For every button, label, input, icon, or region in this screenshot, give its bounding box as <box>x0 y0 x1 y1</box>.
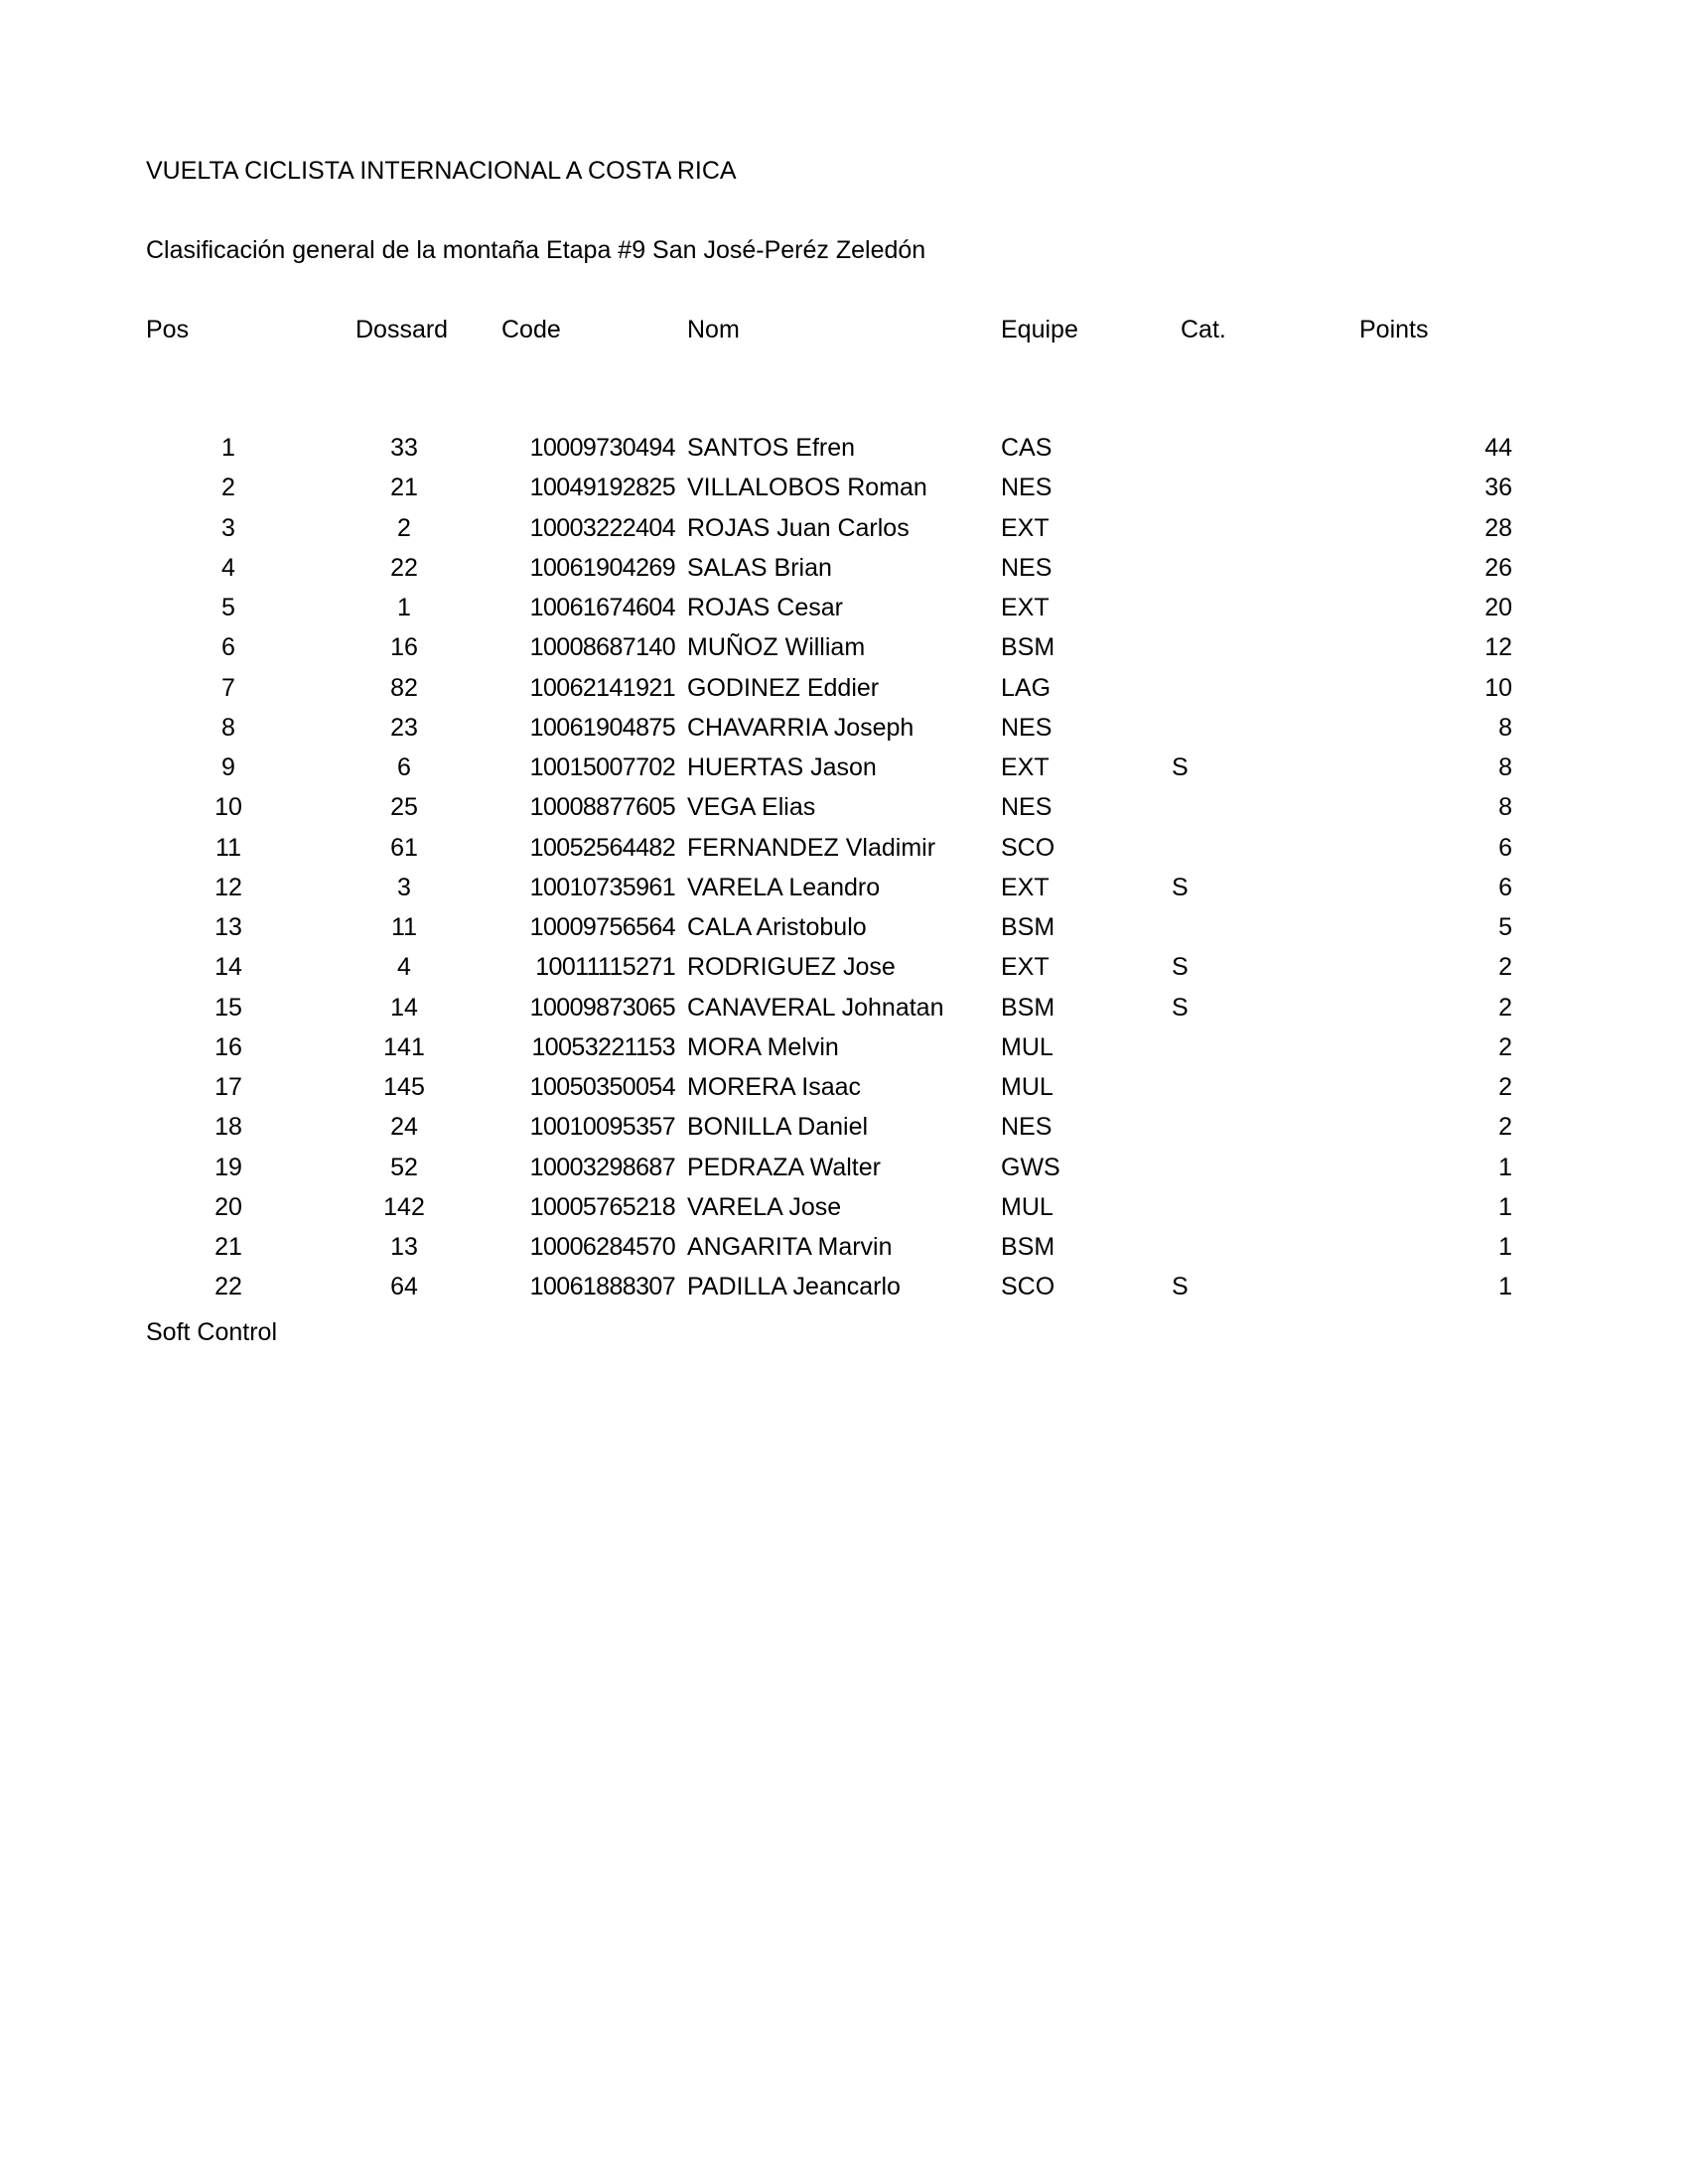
table-row <box>0 713 1688 752</box>
cell-nom: ANGARITA Marvin <box>687 1233 893 1261</box>
table-row <box>0 553 1688 593</box>
cell-points: 26 <box>1484 553 1512 582</box>
cell-equipe: SCO <box>1001 833 1055 862</box>
cell-points: 2 <box>1498 1073 1512 1101</box>
table-row <box>0 792 1688 832</box>
cell-nom: CALA Aristobulo <box>687 913 867 941</box>
cell-equipe: BSM <box>1001 633 1055 662</box>
cell-points: 1 <box>1498 1273 1512 1301</box>
cell-code: 10009873065 <box>529 993 675 1022</box>
cell-dossard: 82 <box>390 673 418 702</box>
cell-nom: VEGA Elias <box>687 793 816 822</box>
cell-code: 10061904875 <box>529 713 675 742</box>
table-row <box>0 1032 1688 1072</box>
cell-code: 10061904269 <box>529 553 675 582</box>
cell-pos: 6 <box>221 633 235 662</box>
header-cat: Cat. <box>1181 316 1226 343</box>
table-row <box>0 993 1688 1032</box>
cell-points: 8 <box>1498 753 1512 781</box>
cell-nom: CHAVARRIA Joseph <box>687 713 914 742</box>
cell-equipe: NES <box>1001 713 1053 742</box>
cell-points: 28 <box>1484 513 1512 542</box>
cell-dossard: 33 <box>390 434 418 462</box>
cell-dossard: 141 <box>383 1032 425 1061</box>
cell-dossard: 25 <box>390 793 418 822</box>
cell-code: 10053221153 <box>531 1032 675 1061</box>
cell-points: 20 <box>1484 594 1512 621</box>
header-nom: Nom <box>687 316 740 343</box>
header-dossard: Dossard <box>355 316 449 343</box>
cell-equipe: EXT <box>1001 513 1050 542</box>
header-equipe: Equipe <box>1001 316 1078 343</box>
cell-equipe: MUL <box>1001 1032 1054 1061</box>
cell-cat: S <box>1172 873 1189 901</box>
cell-code: 10052564482 <box>529 833 675 862</box>
cell-points: 1 <box>1498 1233 1512 1261</box>
table-row <box>0 433 1688 473</box>
cell-cat: S <box>1172 1273 1189 1301</box>
cell-code: 10011115271 <box>535 953 675 982</box>
cell-points: 2 <box>1498 993 1512 1022</box>
cell-pos: 11 <box>215 833 241 862</box>
cell-equipe: BSM <box>1001 993 1055 1022</box>
table-row <box>0 752 1688 792</box>
table-row <box>0 1153 1688 1192</box>
cell-code: 10010735961 <box>529 873 675 901</box>
cell-dossard: 24 <box>390 1113 418 1142</box>
cell-dossard: 22 <box>390 553 418 582</box>
table-row <box>0 1072 1688 1112</box>
cell-nom: VARELA Jose <box>687 1192 842 1221</box>
cell-code: 10005765218 <box>529 1192 675 1221</box>
cell-dossard: 6 <box>397 753 411 781</box>
cell-nom: BONILLA Daniel <box>687 1113 869 1142</box>
cell-cat: S <box>1172 753 1189 781</box>
cell-code: 10049192825 <box>529 474 675 502</box>
cell-code: 10015007702 <box>529 753 675 781</box>
cell-dossard: 61 <box>390 833 418 862</box>
cell-equipe: LAG <box>1001 673 1052 702</box>
header-code: Code <box>501 316 561 343</box>
cell-code: 10008687140 <box>529 633 675 662</box>
cell-pos: 22 <box>214 1273 242 1301</box>
table-row <box>0 513 1688 553</box>
cell-nom: RODRIGUEZ Jose <box>687 953 896 982</box>
table-row <box>0 952 1688 992</box>
cell-pos: 12 <box>214 873 242 901</box>
cell-pos: 10 <box>214 793 242 822</box>
cell-equipe: NES <box>1001 1113 1053 1142</box>
table-row <box>0 912 1688 952</box>
cell-pos: 2 <box>221 474 235 502</box>
cell-code: 10003222404 <box>529 513 675 542</box>
cell-points: 2 <box>1498 953 1512 982</box>
cell-dossard: 16 <box>390 633 418 662</box>
cell-equipe: SCO <box>1001 1273 1055 1301</box>
header-points: Points <box>1359 316 1429 343</box>
table-row <box>0 1232 1688 1272</box>
cell-code: 10009730494 <box>529 434 675 462</box>
cell-dossard: 145 <box>383 1073 425 1101</box>
cell-pos: 13 <box>214 913 242 941</box>
cell-points: 8 <box>1498 713 1512 742</box>
cell-dossard: 14 <box>390 993 418 1022</box>
cell-points: 5 <box>1498 913 1512 941</box>
cell-equipe: BSM <box>1001 913 1055 941</box>
cell-cat: S <box>1172 953 1189 982</box>
cell-code: 10061888307 <box>529 1273 675 1301</box>
cell-dossard: 52 <box>390 1153 418 1181</box>
cell-pos: 19 <box>214 1153 242 1181</box>
cell-pos: 3 <box>221 513 235 542</box>
cell-nom: MORERA Isaac <box>687 1073 862 1101</box>
cell-nom: MUÑOZ William <box>687 633 866 662</box>
cell-nom: PADILLA Jeancarlo <box>687 1273 901 1301</box>
document-subtitle: Clasificación general de la montaña Etapa #9 San José-Peréz Zeledón <box>146 236 926 264</box>
cell-pos: 20 <box>214 1192 242 1221</box>
cell-points: 10 <box>1484 673 1512 702</box>
cell-nom: CANAVERAL Johnatan <box>687 993 944 1022</box>
cell-cat: S <box>1172 993 1189 1022</box>
cell-pos: 16 <box>214 1032 242 1061</box>
cell-equipe: EXT <box>1001 753 1050 781</box>
cell-equipe: NES <box>1001 474 1053 502</box>
table-row <box>0 1192 1688 1232</box>
cell-dossard: 2 <box>397 513 411 542</box>
cell-nom: PEDRAZA Walter <box>687 1153 881 1181</box>
document-title: VUELTA CICLISTA INTERNACIONAL A COSTA RICA <box>146 157 737 185</box>
cell-nom: VILLALOBOS Roman <box>687 474 927 502</box>
cell-dossard: 1 <box>397 594 411 621</box>
cell-pos: 8 <box>221 713 235 742</box>
cell-pos: 9 <box>221 753 235 781</box>
cell-points: 1 <box>1498 1192 1512 1221</box>
cell-dossard: 3 <box>397 873 411 901</box>
cell-points: 44 <box>1484 434 1512 462</box>
cell-pos: 18 <box>214 1113 242 1142</box>
cell-nom: GODINEZ Eddier <box>687 673 880 702</box>
cell-equipe: GWS <box>1001 1153 1060 1181</box>
cell-points: 12 <box>1484 633 1512 662</box>
cell-dossard: 4 <box>397 953 411 982</box>
table-row <box>0 632 1688 672</box>
cell-points: 8 <box>1498 793 1512 822</box>
cell-pos: 1 <box>221 434 235 462</box>
cell-equipe: CAS <box>1001 434 1053 462</box>
cell-nom: MORA Melvin <box>687 1032 839 1061</box>
cell-points: 2 <box>1498 1113 1512 1142</box>
cell-code: 10003298687 <box>529 1153 675 1181</box>
table-row <box>0 673 1688 713</box>
cell-code: 10008877605 <box>529 793 675 822</box>
cell-nom: SANTOS Efren <box>687 434 856 462</box>
cell-nom: VARELA Leandro <box>687 873 881 901</box>
cell-equipe: EXT <box>1001 873 1050 901</box>
cell-points: 6 <box>1498 873 1512 901</box>
cell-points: 36 <box>1484 474 1512 502</box>
table-row <box>0 873 1688 912</box>
cell-equipe: EXT <box>1001 594 1050 621</box>
cell-code: 10050350054 <box>529 1073 675 1101</box>
cell-code: 10062141921 <box>529 673 675 702</box>
cell-dossard: 64 <box>390 1273 418 1301</box>
cell-pos: 15 <box>214 993 242 1022</box>
cell-dossard: 21 <box>390 474 418 502</box>
cell-equipe: MUL <box>1001 1192 1054 1221</box>
cell-nom: SALAS Brian <box>687 553 832 582</box>
footer-text: Soft Control <box>146 1318 278 1346</box>
cell-equipe: EXT <box>1001 953 1050 982</box>
cell-code: 10009756564 <box>529 913 675 941</box>
table-row <box>0 593 1688 632</box>
header-pos: Pos <box>146 316 190 343</box>
cell-nom: ROJAS Cesar <box>687 594 843 621</box>
cell-code: 10010095357 <box>529 1113 675 1142</box>
cell-dossard: 11 <box>391 913 417 941</box>
cell-points: 1 <box>1498 1153 1512 1181</box>
cell-pos: 14 <box>214 953 242 982</box>
cell-nom: ROJAS Juan Carlos <box>687 513 910 542</box>
cell-pos: 17 <box>214 1073 242 1101</box>
cell-pos: 5 <box>221 594 235 621</box>
cell-dossard: 23 <box>390 713 418 742</box>
table-row <box>0 1112 1688 1152</box>
cell-equipe: MUL <box>1001 1073 1054 1101</box>
cell-nom: HUERTAS Jason <box>687 753 877 781</box>
cell-points: 2 <box>1498 1032 1512 1061</box>
cell-code: 10061674604 <box>529 594 675 621</box>
cell-pos: 21 <box>214 1233 242 1261</box>
cell-equipe: NES <box>1001 793 1053 822</box>
cell-dossard: 142 <box>383 1192 425 1221</box>
table-row <box>0 833 1688 873</box>
cell-code: 10006284570 <box>529 1233 675 1261</box>
table-row <box>0 473 1688 512</box>
cell-points: 6 <box>1498 833 1512 862</box>
table-row <box>0 1272 1688 1311</box>
cell-dossard: 13 <box>390 1233 418 1261</box>
cell-equipe: BSM <box>1001 1233 1055 1261</box>
cell-pos: 4 <box>221 553 235 582</box>
cell-pos: 7 <box>221 673 235 702</box>
cell-nom: FERNANDEZ Vladimir <box>687 833 936 862</box>
cell-equipe: NES <box>1001 553 1053 582</box>
